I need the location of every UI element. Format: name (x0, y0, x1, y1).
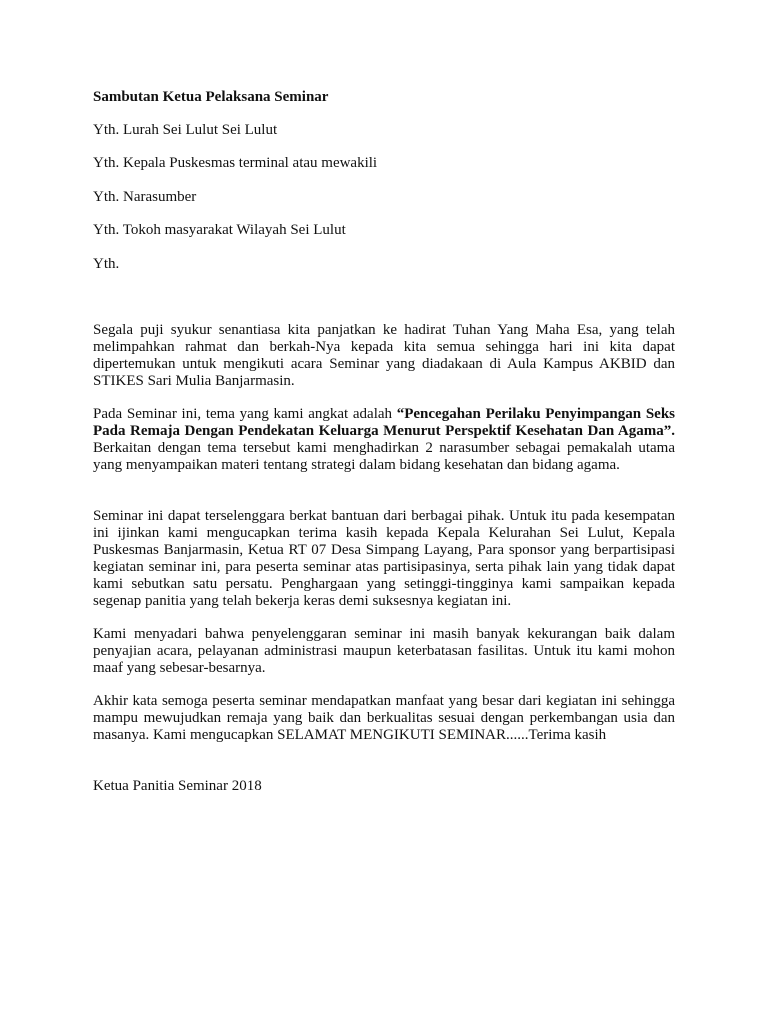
addressee-line: Yth. Kepala Puskesmas terminal atau mewakili (93, 155, 378, 171)
paragraph-apology: Kami menyadari bahwa penyelenggaran seminar ini masih banyak kekurangan baik dalam penyajian acara, pelayanan administrasi maupun keterbatasan fasilitas. Untuk itu kami mohon maaf yang sebesar-besarnya. (93, 626, 675, 676)
signature-line: Ketua Panitia Seminar 2018 (93, 778, 262, 794)
document-title: Sambutan Ketua Pelaksana Seminar (93, 89, 329, 105)
addressee-line: Yth. (93, 256, 120, 272)
paragraph-thanks: Seminar ini dapat terselenggara berkat bantuan dari berbagai pihak. Untuk itu pada kesempatan ini ijinkan kami mengucapkan terima kasih kepada Kepala Kelurahan Sei Lulut, Kepala Puskesmas Banjarmasin, Ketua RT 07 Desa Simpang Layang, Para sponsor yang berpartisipasi kegiatan seminar ini, para peserta seminar atas partisipasinya, serta pihak lain yang tidak dapat kami sebutkan satu persatu. Penghargaan yang setinggi-tingginya kami sampaikan kepada segenap panitia yang telah bekerja keras demi suksesnya kegiatan ini. (93, 508, 675, 609)
paragraph-opening: Segala puji syukur senantiasa kita panjatkan ke hadirat Tuhan Yang Maha Esa, yang telah melimpahkan rahmat dan berkah-Nya kepada kita semua sehingga hari ini kita dapat dipertemukan untuk mengikuti acara Seminar yang diadakaan di Aula Kampus AKBID dan STIKES Sari Mulia Banjarmasin. (93, 322, 675, 389)
paragraph-closing: Akhir kata semoga peserta seminar mendapatkan manfaat yang besar dari kegiatan ini sehingga mampu mewujudkan remaja yang baik dan berkualitas sesuai dengan perkembangan usia dan masanya. Kami mengucapkan SELAMAT MENGIKUTI SEMINAR......Terima kasih (93, 693, 675, 743)
paragraph-theme (93, 406, 675, 474)
seminar-theme: “Pencegahan Perilaku Penyimpangan Seks Pada Remaja Dengan Pendekatan Keluarga Menurut Perspektif Kesehatan Dan Agama”. (93, 406, 675, 439)
addressee-line: Yth. Lurah Sei Lulut Sei Lulut (93, 122, 278, 138)
addressee-line: Yth. Narasumber (93, 189, 197, 205)
paragraph-theme-intro: Pada Seminar ini, tema yang kami angkat adalah (93, 406, 397, 422)
addressee-line: Yth. Tokoh masyarakat Wilayah Sei Lulut (93, 222, 346, 238)
paragraph-theme-rest: Berkaitan dengan tema tersebut kami menghadirkan 2 narasumber sebagai pemakalah utama yang menyampaikan materi tentang strategi dalam bidang kesehatan dan bidang agama. (93, 440, 675, 473)
